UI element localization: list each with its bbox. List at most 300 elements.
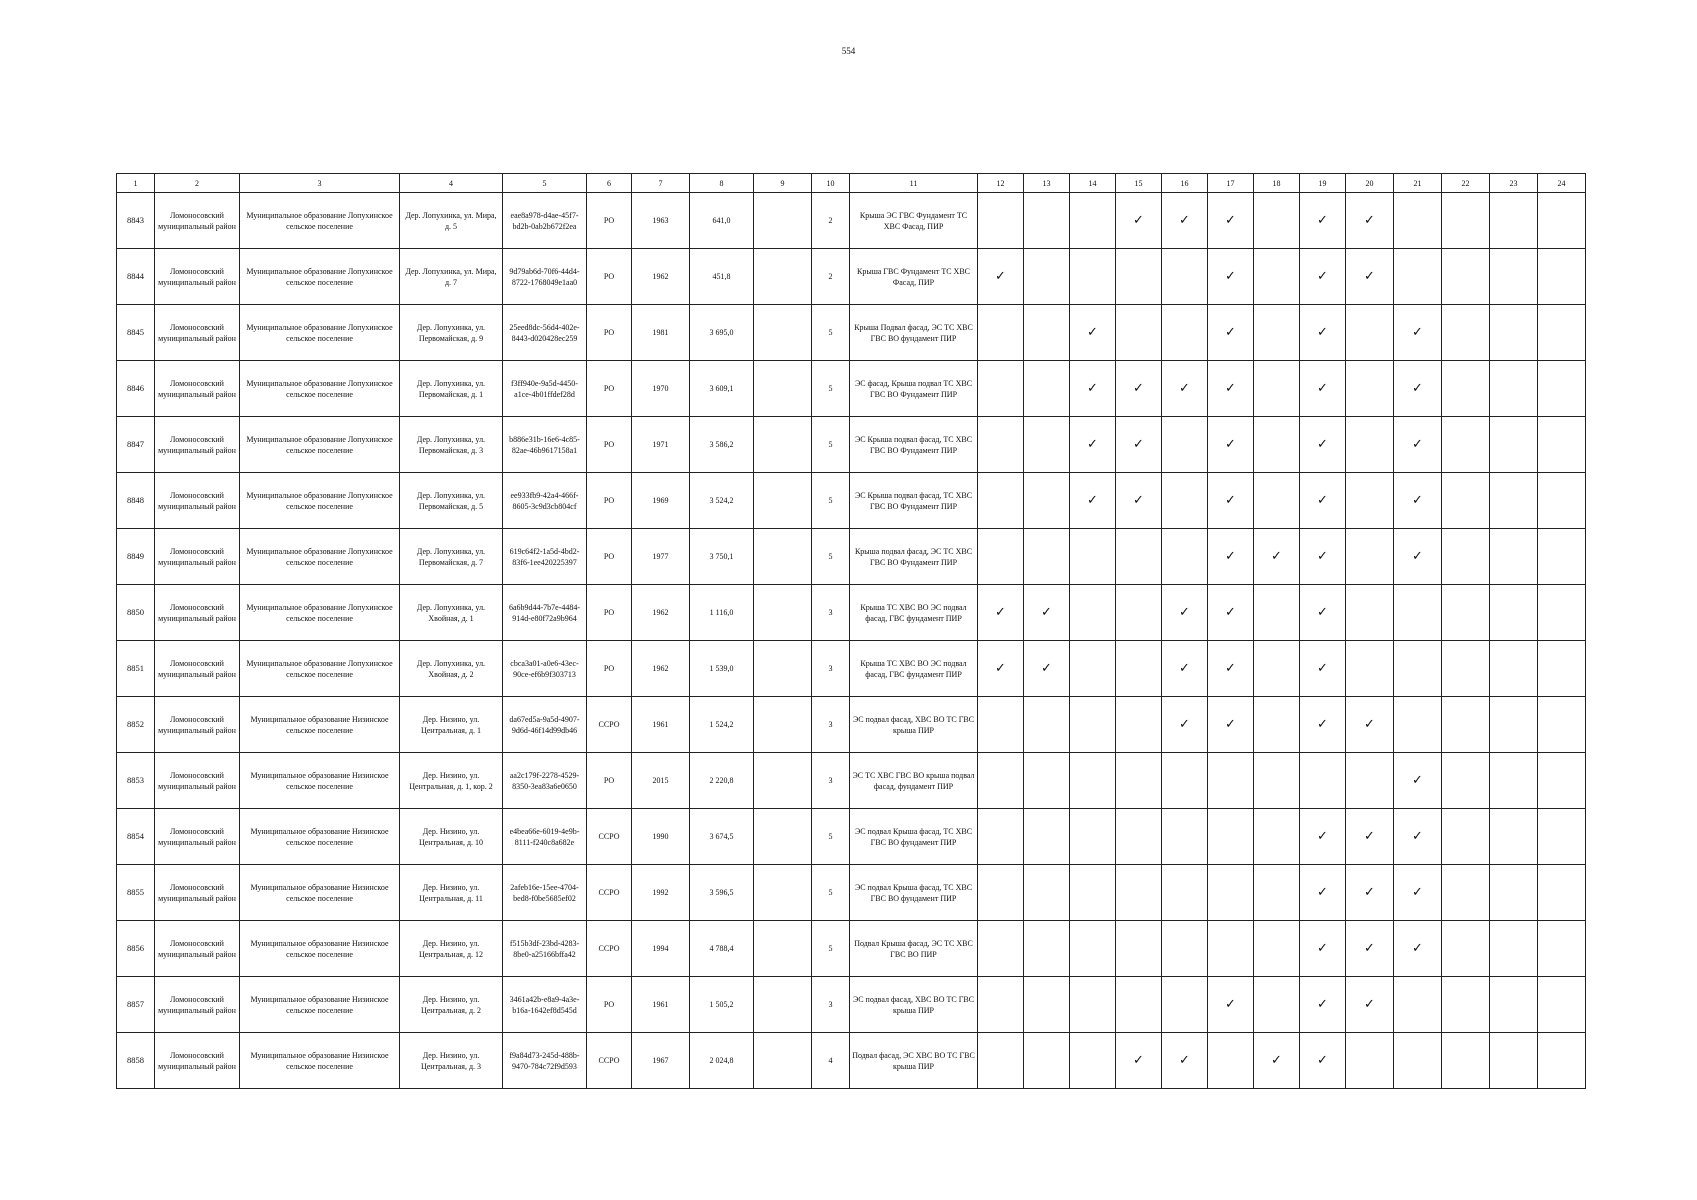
municipality-cell: Муниципальное образование Лопухинское сельское поселение [240, 529, 400, 585]
column-header: 24 [1538, 174, 1586, 193]
check-mark-cell: ✓ [1208, 305, 1254, 361]
column-header: 4 [400, 174, 503, 193]
empty-cell [1538, 305, 1586, 361]
empty-cell [1254, 305, 1300, 361]
empty-cell [1116, 585, 1162, 641]
table-row [117, 417, 1586, 473]
type-cell: РО [587, 529, 632, 585]
works-cell: ЭС подвал фасад, ХВС ВО ТС ГВС крыша ПИР [850, 977, 978, 1033]
district-cell: Ломоносовский муниципальный район [155, 473, 240, 529]
year-cell: 1962 [632, 641, 690, 697]
empty-cell [1070, 921, 1116, 977]
check-mark-cell: ✓ [1346, 809, 1394, 865]
empty-cell [1254, 193, 1300, 249]
empty-cell [978, 977, 1024, 1033]
column-header: 2 [155, 174, 240, 193]
check-mark-cell: ✓ [1208, 585, 1254, 641]
table-row [117, 473, 1586, 529]
check-mark-cell: ✓ [1208, 417, 1254, 473]
column-header: 14 [1070, 174, 1116, 193]
check-mark-cell: ✓ [1116, 473, 1162, 529]
municipality-cell: Муниципальное образование Низинское сельское поселение [240, 977, 400, 1033]
table-header [117, 174, 1586, 193]
empty-cell [1442, 417, 1490, 473]
column-header: 9 [754, 174, 812, 193]
empty-cell [1490, 921, 1538, 977]
empty-cell [1490, 809, 1538, 865]
row-number-cell: 8844 [117, 249, 155, 305]
floors-cell: 5 [812, 921, 850, 977]
address-cell: Дер. Лопухинка, ул. Первомайская, д. 5 [400, 473, 503, 529]
empty-cell [978, 1033, 1024, 1089]
district-cell: Ломоносовский муниципальный район [155, 249, 240, 305]
district-cell: Ломоносовский муниципальный район [155, 753, 240, 809]
column-header: 3 [240, 174, 400, 193]
municipality-cell: Муниципальное образование Низинское сельское поселение [240, 697, 400, 753]
floors-cell: 3 [812, 753, 850, 809]
empty-cell [1394, 977, 1442, 1033]
header-row [117, 174, 1586, 193]
floors-cell: 3 [812, 977, 850, 1033]
empty-cell [1116, 305, 1162, 361]
works-cell: ЭС ТС ХВС ГВС ВО крыша подвал фасад, фундамент ПИР [850, 753, 978, 809]
municipality-cell: Муниципальное образование Низинское сельское поселение [240, 753, 400, 809]
works-cell: ЭС подвал Крыша фасад, ТС ХВС ГВС ВО фундамент ПИР [850, 809, 978, 865]
check-mark-cell: ✓ [1394, 921, 1442, 977]
empty-cell [1538, 697, 1586, 753]
check-mark-cell: ✓ [1162, 697, 1208, 753]
district-cell: Ломоносовский муниципальный район [155, 529, 240, 585]
empty-cell [1208, 921, 1254, 977]
empty-cell [1442, 473, 1490, 529]
empty-cell [1442, 585, 1490, 641]
column-header: 10 [812, 174, 850, 193]
year-cell: 1990 [632, 809, 690, 865]
empty-cell [1070, 585, 1116, 641]
empty-cell [1394, 697, 1442, 753]
empty-cell [1442, 921, 1490, 977]
column-9-cell [754, 417, 812, 473]
empty-cell [1254, 585, 1300, 641]
check-mark-cell: ✓ [1208, 977, 1254, 1033]
guid-cell: 9d79ab6d-70f6-44d4-8722-1768049e1aa0 [503, 249, 587, 305]
check-mark-cell: ✓ [1394, 865, 1442, 921]
check-mark-cell: ✓ [1300, 417, 1346, 473]
column-header: 18 [1254, 174, 1300, 193]
address-cell: Дер. Лопухинка, ул. Хвойная, д. 2 [400, 641, 503, 697]
guid-cell: ee933fb9-42a4-466f-8605-3c9d3cb804cf [503, 473, 587, 529]
year-cell: 1969 [632, 473, 690, 529]
empty-cell [1070, 1033, 1116, 1089]
check-mark-cell: ✓ [1070, 473, 1116, 529]
row-number-cell: 8845 [117, 305, 155, 361]
check-mark-cell: ✓ [1394, 809, 1442, 865]
floors-cell: 3 [812, 641, 850, 697]
floors-cell: 3 [812, 585, 850, 641]
empty-cell [1538, 865, 1586, 921]
empty-cell [978, 417, 1024, 473]
empty-cell [1538, 249, 1586, 305]
empty-cell [1254, 249, 1300, 305]
row-number-cell: 8846 [117, 361, 155, 417]
check-mark-cell: ✓ [1300, 921, 1346, 977]
empty-cell [1070, 249, 1116, 305]
column-header: 15 [1116, 174, 1162, 193]
table-row [117, 809, 1586, 865]
district-cell: Ломоносовский муниципальный район [155, 697, 240, 753]
address-cell: Дер. Низино, ул. Центральная, д. 10 [400, 809, 503, 865]
district-cell: Ломоносовский муниципальный район [155, 417, 240, 473]
type-cell: РО [587, 585, 632, 641]
district-cell: Ломоносовский муниципальный район [155, 585, 240, 641]
floors-cell: 5 [812, 361, 850, 417]
column-header: 21 [1394, 174, 1442, 193]
row-number-cell: 8847 [117, 417, 155, 473]
address-cell: Дер. Низино, ул. Центральная, д. 12 [400, 921, 503, 977]
empty-cell [1024, 697, 1070, 753]
year-cell: 1992 [632, 865, 690, 921]
check-mark-cell: ✓ [1070, 361, 1116, 417]
empty-cell [1070, 865, 1116, 921]
address-cell: Дер. Низино, ул. Центральная, д. 3 [400, 1033, 503, 1089]
type-cell: РО [587, 193, 632, 249]
column-9-cell [754, 473, 812, 529]
check-mark-cell: ✓ [1116, 1033, 1162, 1089]
floors-cell: 2 [812, 193, 850, 249]
empty-cell [1346, 753, 1394, 809]
empty-cell [1024, 1033, 1070, 1089]
empty-cell [1162, 865, 1208, 921]
guid-cell: f9a84d73-245d-488b-9470-784c72f9d593 [503, 1033, 587, 1089]
empty-cell [1116, 977, 1162, 1033]
column-9-cell [754, 921, 812, 977]
empty-cell [1162, 921, 1208, 977]
empty-cell [1490, 1033, 1538, 1089]
check-mark-cell: ✓ [1024, 641, 1070, 697]
check-mark-cell: ✓ [1300, 977, 1346, 1033]
address-cell: Дер. Низино, ул. Центральная, д. 1 [400, 697, 503, 753]
empty-cell [1346, 641, 1394, 697]
address-cell: Дер. Низино, ул. Центральная, д. 1, кор. 2 [400, 753, 503, 809]
type-cell: РО [587, 361, 632, 417]
table-body [117, 193, 1586, 1089]
check-mark-cell: ✓ [1346, 697, 1394, 753]
year-cell: 1962 [632, 585, 690, 641]
check-mark-cell: ✓ [1300, 641, 1346, 697]
check-mark-cell: ✓ [1254, 529, 1300, 585]
empty-cell [1490, 585, 1538, 641]
works-cell: Крыша ТС ХВС ВО ЭС подвал фасад, ГВС фундамент ПИР [850, 585, 978, 641]
empty-cell [1538, 753, 1586, 809]
column-9-cell [754, 305, 812, 361]
area-cell: 2 220,8 [690, 753, 754, 809]
works-cell: Крыша Подвал фасад, ЭС ТС ХВС ГВС ВО фундамент ПИР [850, 305, 978, 361]
floors-cell: 4 [812, 1033, 850, 1089]
empty-cell [1490, 641, 1538, 697]
check-mark-cell: ✓ [1300, 697, 1346, 753]
column-header: 20 [1346, 174, 1394, 193]
empty-cell [1162, 753, 1208, 809]
empty-cell [1490, 473, 1538, 529]
check-mark-cell: ✓ [1208, 361, 1254, 417]
row-number-cell: 8849 [117, 529, 155, 585]
column-header: 1 [117, 174, 155, 193]
row-number-cell: 8851 [117, 641, 155, 697]
empty-cell [1346, 585, 1394, 641]
check-mark-cell: ✓ [1300, 361, 1346, 417]
type-cell: РО [587, 753, 632, 809]
area-cell: 1 116,0 [690, 585, 754, 641]
empty-cell [1394, 641, 1442, 697]
empty-cell [1538, 921, 1586, 977]
table-row [117, 361, 1586, 417]
empty-cell [1070, 977, 1116, 1033]
works-cell: ЭС подвал Крыша фасад, ТС ХВС ГВС ВО фундамент ПИР [850, 865, 978, 921]
empty-cell [1024, 361, 1070, 417]
works-cell: Подвал Крыша фасад, ЭС ТС ХВС ГВС ВО ПИР [850, 921, 978, 977]
empty-cell [1442, 865, 1490, 921]
empty-cell [1394, 249, 1442, 305]
column-header: 13 [1024, 174, 1070, 193]
table-row [117, 193, 1586, 249]
floors-cell: 5 [812, 473, 850, 529]
guid-cell: 3461a42b-e8a9-4a3e-b16a-1642ef8d545d [503, 977, 587, 1033]
table-row [117, 529, 1586, 585]
address-cell: Дер. Лопухинка, ул. Первомайская, д. 7 [400, 529, 503, 585]
check-mark-cell: ✓ [1208, 249, 1254, 305]
year-cell: 1994 [632, 921, 690, 977]
floors-cell: 5 [812, 865, 850, 921]
empty-cell [1538, 1033, 1586, 1089]
empty-cell [1070, 641, 1116, 697]
municipality-cell: Муниципальное образование Лопухинское сельское поселение [240, 473, 400, 529]
empty-cell [1442, 809, 1490, 865]
address-cell: Дер. Низино, ул. Центральная, д. 11 [400, 865, 503, 921]
empty-cell [1024, 249, 1070, 305]
works-cell: ЭС Крыша подвал фасад, ТС ХВС ГВС ВО Фундамент ПИР [850, 417, 978, 473]
area-cell: 2 024,8 [690, 1033, 754, 1089]
guid-cell: 25eed8dc-56d4-402e-8443-d020428ec259 [503, 305, 587, 361]
empty-cell [1442, 697, 1490, 753]
column-header: 8 [690, 174, 754, 193]
check-mark-cell: ✓ [1208, 473, 1254, 529]
check-mark-cell: ✓ [1116, 361, 1162, 417]
empty-cell [1208, 809, 1254, 865]
empty-cell [1070, 193, 1116, 249]
address-cell: Дер. Лопухинка, ул. Хвойная, д. 1 [400, 585, 503, 641]
empty-cell [1538, 809, 1586, 865]
empty-cell [978, 193, 1024, 249]
municipality-cell: Муниципальное образование Низинское сельское поселение [240, 921, 400, 977]
type-cell: ССРО [587, 697, 632, 753]
table-row [117, 865, 1586, 921]
empty-cell [1208, 865, 1254, 921]
empty-cell [1024, 305, 1070, 361]
check-mark-cell: ✓ [978, 641, 1024, 697]
row-number-cell: 8856 [117, 921, 155, 977]
check-mark-cell: ✓ [1070, 417, 1116, 473]
empty-cell [978, 361, 1024, 417]
empty-cell [1070, 529, 1116, 585]
empty-cell [1024, 417, 1070, 473]
year-cell: 1967 [632, 1033, 690, 1089]
column-9-cell [754, 753, 812, 809]
table-row [117, 249, 1586, 305]
row-number-cell: 8857 [117, 977, 155, 1033]
area-cell: 4 788,4 [690, 921, 754, 977]
empty-cell [1442, 641, 1490, 697]
row-number-cell: 8850 [117, 585, 155, 641]
check-mark-cell: ✓ [1300, 305, 1346, 361]
empty-cell [1208, 753, 1254, 809]
guid-cell: e4bea66e-6019-4e9b-8111-f240c8a682e [503, 809, 587, 865]
row-number-cell: 8852 [117, 697, 155, 753]
empty-cell [1254, 417, 1300, 473]
check-mark-cell: ✓ [1116, 193, 1162, 249]
empty-cell [1346, 529, 1394, 585]
empty-cell [1490, 305, 1538, 361]
empty-cell [1346, 473, 1394, 529]
check-mark-cell: ✓ [1024, 585, 1070, 641]
empty-cell [1490, 249, 1538, 305]
type-cell: РО [587, 249, 632, 305]
area-cell: 1 524,2 [690, 697, 754, 753]
check-mark-cell: ✓ [1346, 249, 1394, 305]
address-cell: Дер. Лопухинка, ул. Первомайская, д. 9 [400, 305, 503, 361]
check-mark-cell: ✓ [1162, 641, 1208, 697]
column-9-cell [754, 361, 812, 417]
check-mark-cell: ✓ [1394, 473, 1442, 529]
check-mark-cell: ✓ [1394, 305, 1442, 361]
guid-cell: 619c64f2-1a5d-4bd2-83f6-1ee420225397 [503, 529, 587, 585]
empty-cell [1442, 753, 1490, 809]
empty-cell [1490, 697, 1538, 753]
column-9-cell [754, 249, 812, 305]
works-cell: ЭС Крыша подвал фасад, ТС ХВС ГВС ВО Фундамент ПИР [850, 473, 978, 529]
empty-cell [1538, 585, 1586, 641]
empty-cell [1116, 809, 1162, 865]
district-cell: Ломоносовский муниципальный район [155, 921, 240, 977]
row-number-cell: 8843 [117, 193, 155, 249]
guid-cell: da67ed5a-9a5d-4907-9d6d-46f14d99db46 [503, 697, 587, 753]
empty-cell [1024, 865, 1070, 921]
empty-cell [1254, 977, 1300, 1033]
address-cell: Дер. Лопухинка, ул. Первомайская, д. 1 [400, 361, 503, 417]
empty-cell [1162, 977, 1208, 1033]
check-mark-cell: ✓ [1300, 249, 1346, 305]
type-cell: РО [587, 473, 632, 529]
table-row [117, 977, 1586, 1033]
district-cell: Ломоносовский муниципальный район [155, 361, 240, 417]
municipality-cell: Муниципальное образование Лопухинское сельское поселение [240, 249, 400, 305]
empty-cell [1490, 865, 1538, 921]
empty-cell [1346, 417, 1394, 473]
empty-cell [1116, 641, 1162, 697]
column-9-cell [754, 977, 812, 1033]
year-cell: 1961 [632, 977, 690, 1033]
column-header: 6 [587, 174, 632, 193]
column-header: 7 [632, 174, 690, 193]
floors-cell: 5 [812, 529, 850, 585]
empty-cell [1442, 361, 1490, 417]
empty-cell [1538, 473, 1586, 529]
empty-cell [1162, 417, 1208, 473]
works-cell: Подвал фасад, ЭС ХВС ВО ТС ГВС крыша ПИР [850, 1033, 978, 1089]
check-mark-cell: ✓ [1346, 977, 1394, 1033]
empty-cell [1024, 753, 1070, 809]
works-cell: Крыша ЭС ГВС Фундамент ТС ХВС Фасад, ПИР [850, 193, 978, 249]
area-cell: 3 524,2 [690, 473, 754, 529]
area-cell: 3 596,5 [690, 865, 754, 921]
empty-cell [1254, 473, 1300, 529]
check-mark-cell: ✓ [1394, 529, 1442, 585]
municipality-cell: Муниципальное образование Лопухинское сельское поселение [240, 193, 400, 249]
table-row [117, 585, 1586, 641]
empty-cell [1162, 529, 1208, 585]
empty-cell [1346, 305, 1394, 361]
column-header: 19 [1300, 174, 1346, 193]
check-mark-cell: ✓ [1346, 193, 1394, 249]
empty-cell [1116, 865, 1162, 921]
check-mark-cell: ✓ [978, 249, 1024, 305]
check-mark-cell: ✓ [1162, 361, 1208, 417]
column-header: 17 [1208, 174, 1254, 193]
empty-cell [1116, 697, 1162, 753]
empty-cell [1300, 753, 1346, 809]
row-number-cell: 8853 [117, 753, 155, 809]
empty-cell [1254, 753, 1300, 809]
empty-cell [1024, 809, 1070, 865]
column-header: 23 [1490, 174, 1538, 193]
area-cell: 3 674,5 [690, 809, 754, 865]
area-cell: 3 586,2 [690, 417, 754, 473]
municipality-cell: Муниципальное образование Лопухинское сельское поселение [240, 417, 400, 473]
empty-cell [1116, 921, 1162, 977]
check-mark-cell: ✓ [1346, 921, 1394, 977]
area-cell: 1 539,0 [690, 641, 754, 697]
check-mark-cell: ✓ [1300, 1033, 1346, 1089]
column-header: 22 [1442, 174, 1490, 193]
check-mark-cell: ✓ [1162, 193, 1208, 249]
empty-cell [1162, 809, 1208, 865]
empty-cell [978, 865, 1024, 921]
empty-cell [1490, 193, 1538, 249]
address-cell: Дер. Лопухинка, ул. Первомайская, д. 3 [400, 417, 503, 473]
column-9-cell [754, 809, 812, 865]
empty-cell [1070, 697, 1116, 753]
empty-cell [978, 305, 1024, 361]
column-header: 5 [503, 174, 587, 193]
empty-cell [1442, 193, 1490, 249]
year-cell: 1962 [632, 249, 690, 305]
row-number-cell: 8855 [117, 865, 155, 921]
column-header: 16 [1162, 174, 1208, 193]
district-cell: Ломоносовский муниципальный район [155, 1033, 240, 1089]
row-number-cell: 8858 [117, 1033, 155, 1089]
type-cell: РО [587, 305, 632, 361]
area-cell: 3 750,1 [690, 529, 754, 585]
empty-cell [1442, 305, 1490, 361]
empty-cell [1538, 977, 1586, 1033]
empty-cell [1442, 1033, 1490, 1089]
type-cell: РО [587, 641, 632, 697]
empty-cell [1538, 417, 1586, 473]
district-cell: Ломоносовский муниципальный район [155, 865, 240, 921]
type-cell: РО [587, 977, 632, 1033]
year-cell: 2015 [632, 753, 690, 809]
floors-cell: 3 [812, 697, 850, 753]
empty-cell [1394, 193, 1442, 249]
